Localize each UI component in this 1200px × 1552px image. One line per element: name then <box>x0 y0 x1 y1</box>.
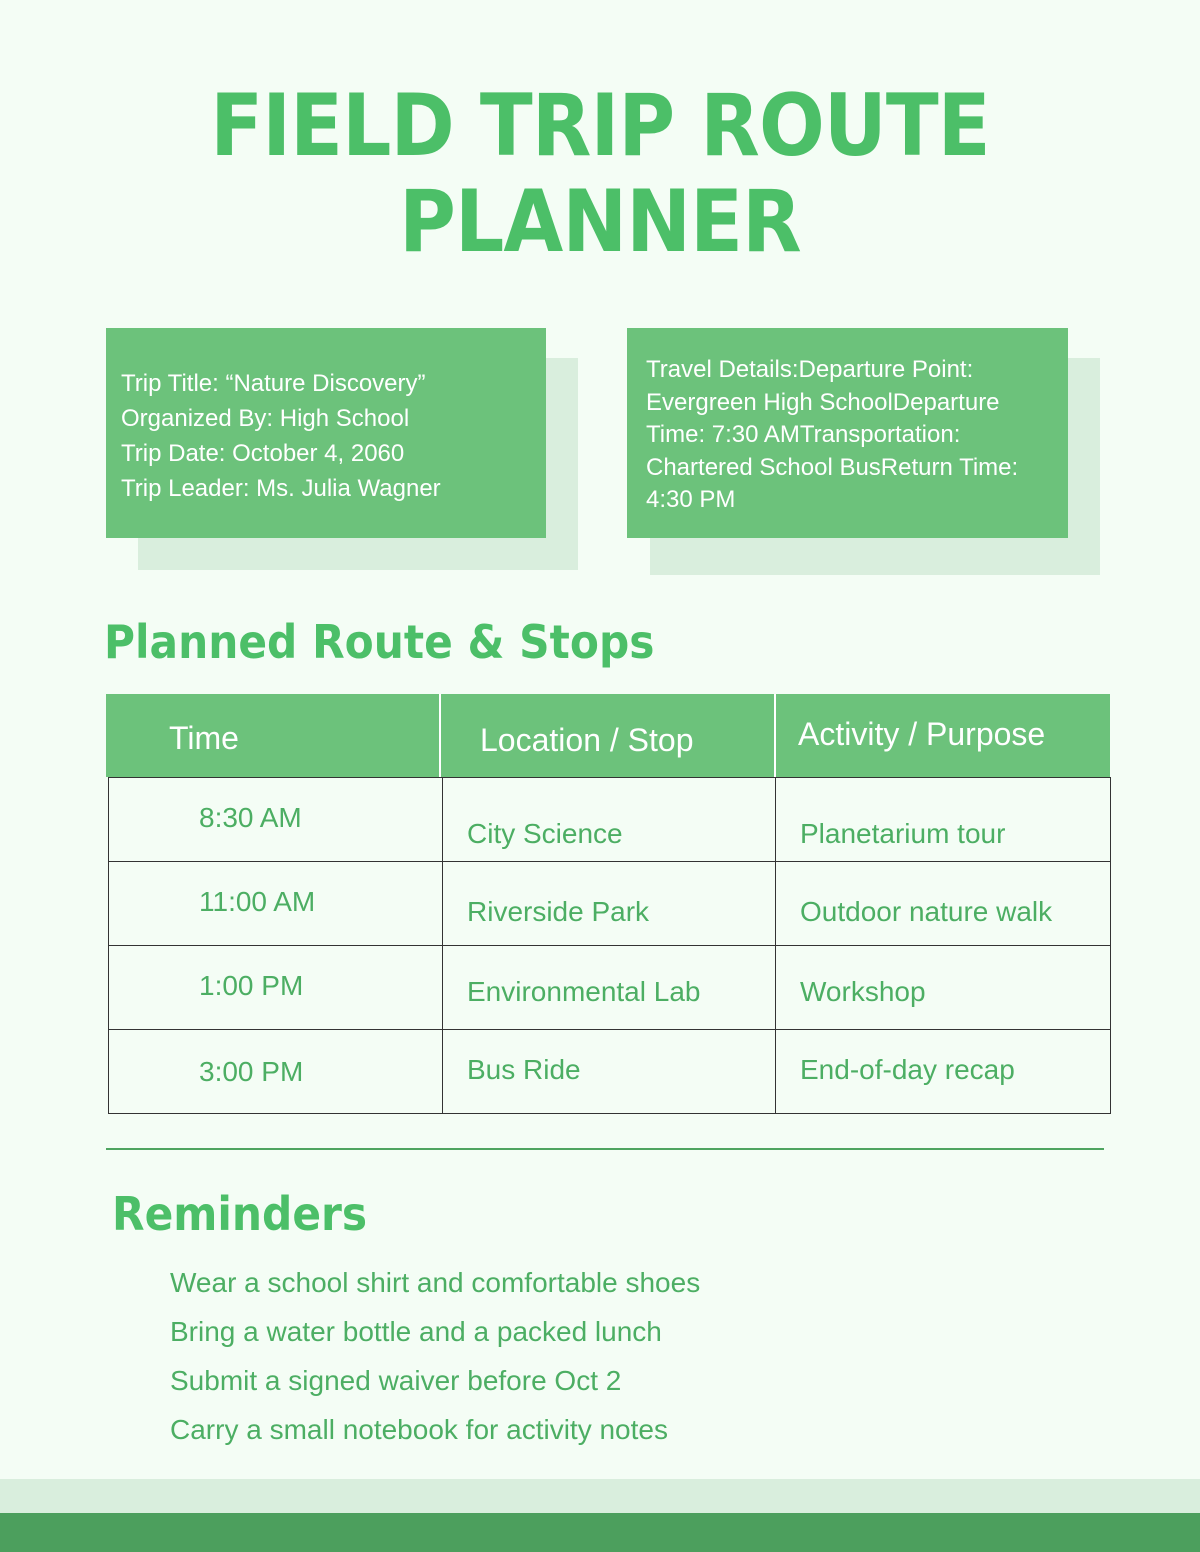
section-divider <box>106 1148 1104 1150</box>
table-row <box>109 862 1111 946</box>
table-row <box>109 778 1111 862</box>
list-item: Bring a water bottle and a packed lunch <box>170 1316 662 1347</box>
cell-time: 1:00 PM <box>109 946 443 1030</box>
page-title-line-1: FIELD TRIP ROUTE <box>210 76 990 176</box>
reminders-heading: Reminders <box>112 1187 368 1241</box>
travel-details-text: Travel Details:Departure Point: Evergreen High SchoolDeparture Time: 7:30 AMTransportation: Chartered School BusReturn Time: 4:30 PM <box>646 356 1019 513</box>
header-divider <box>439 694 441 777</box>
header-location: Location / Stop <box>480 722 694 758</box>
trip-title-line: Trip Title: “Nature Discovery” <box>121 370 426 397</box>
route-table-header <box>106 694 1110 777</box>
table-row <box>109 946 1111 1030</box>
cell-activity: Planetarium tour <box>776 778 1111 862</box>
page-title <box>60 78 1140 270</box>
trip-leader-line: Trip Leader: Ms. Julia Wagner <box>121 475 441 502</box>
cell-activity: Outdoor nature walk <box>776 862 1111 946</box>
header-activity: Activity / Purpose <box>798 716 1046 752</box>
cell-location: Environmental Lab <box>443 946 776 1030</box>
table-row <box>109 1030 1111 1114</box>
footer-band-dark <box>0 1513 1200 1552</box>
trip-info-card <box>106 328 546 538</box>
page-title-line-2: PLANNER <box>399 172 801 272</box>
cell-time: 3:00 PM <box>109 1030 443 1114</box>
route-heading: Planned Route & Stops <box>104 615 655 669</box>
cell-time: 8:30 AM <box>109 778 443 862</box>
list-item: Carry a small notebook for activity notes <box>170 1414 668 1445</box>
list-item: Submit a signed waiver before Oct 2 <box>170 1365 622 1396</box>
travel-details-card <box>627 328 1068 538</box>
organizer-line: Organized By: High School <box>121 405 410 432</box>
cell-location: Riverside Park <box>443 862 776 946</box>
trip-date-line: Trip Date: October 4, 2060 <box>121 440 405 467</box>
header-time: Time <box>169 720 239 756</box>
list-item: Wear a school shirt and comfortable shoes <box>170 1267 701 1298</box>
cell-location: City Science <box>443 778 776 862</box>
header-divider <box>774 694 776 777</box>
cell-location: Bus Ride <box>443 1030 776 1114</box>
cell-time: 11:00 AM <box>109 862 443 946</box>
cell-activity: End-of-day recap <box>776 1030 1111 1114</box>
reminders-list <box>170 1258 700 1454</box>
cell-activity: Workshop <box>776 946 1111 1030</box>
footer-band-light <box>0 1479 1200 1513</box>
route-table <box>108 777 1111 1114</box>
